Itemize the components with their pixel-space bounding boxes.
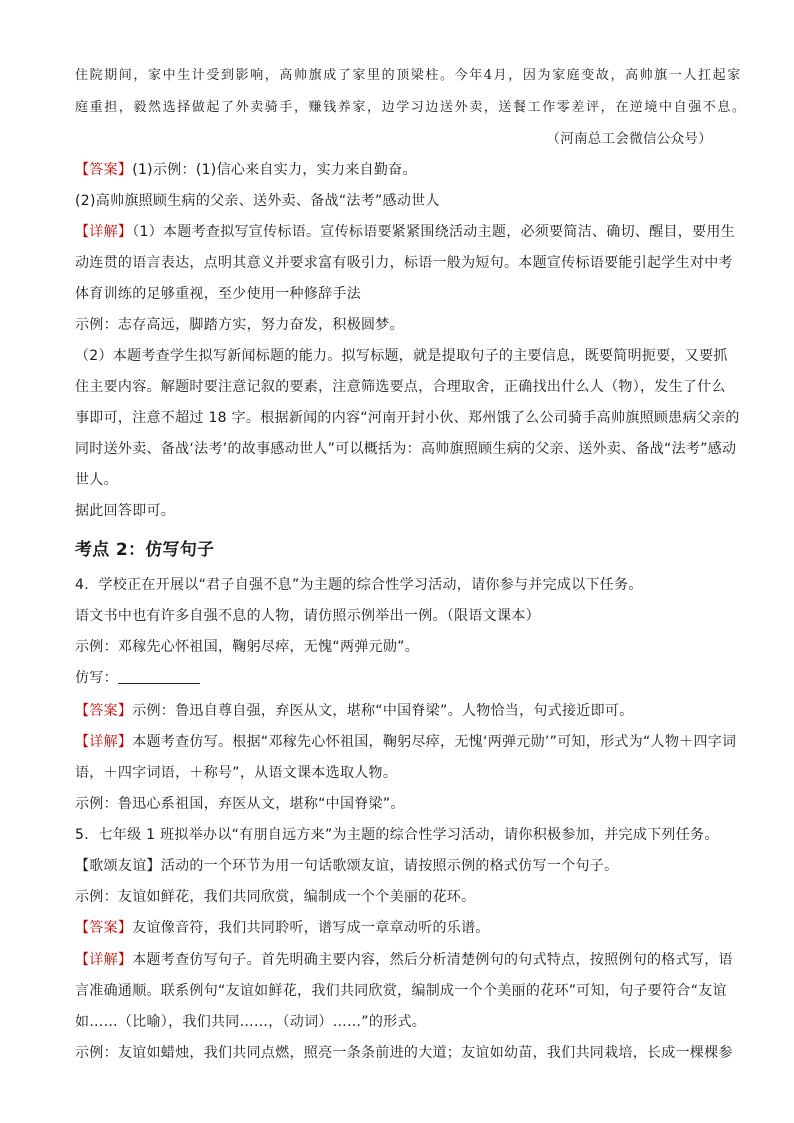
task-tag: 【歌颂友谊】 (75, 858, 161, 874)
example-line: 示例：友谊如鲜花，我们共同欣赏，编制成一个个美丽的花环。 (75, 889, 476, 905)
detail-tag: 【详解】 (75, 734, 133, 750)
imitate-label: 仿写： (75, 670, 118, 686)
answer-tag: 【答案】 (75, 920, 133, 936)
detail-line: 动连贯的语言表达，点明其意义并要求富有吸引力，标语一般为短句。本题宣传标语要能引起学生对中考 (75, 255, 733, 271)
detail-tag: 【详解】 (75, 224, 133, 240)
question-task: 语文书中也有许多自强不息的人物，请仿照示例举出一例。（限语文课本） (75, 608, 540, 624)
detail-line: 住主要内容。解题时要注意记叙的要素，注意筛选要点，合理取舍，正确找出什么人（物），发生了什么 (75, 379, 726, 395)
answer-tag: 【答案】 (75, 162, 133, 178)
example-line: 示例：友谊如蜡烛，我们共同点燃，照亮一条条前进的大道；友谊如幼苗，我们共同栽培，长成一棵棵参 (75, 1045, 733, 1061)
detail-line: 世人。 (75, 472, 118, 488)
detail-line: 体育训练的足够重视，至少使用一种修辞手法 (75, 286, 361, 302)
answer-text: (1)示例：(1)信心来自实力，实力来自勤奋。 (132, 162, 417, 178)
passage-line: 庭重担，毅然选择做起了外卖骑手，赚钱养家，边学习边送外卖，送餐工作零差评，在逆境中自强不息。 (75, 100, 747, 115)
passage-source: （河南总工会微信公众号） (546, 131, 712, 147)
detail-line (75, 732, 736, 752)
example-line: 示例：邓稼先心怀祖国，鞠躬尽瘁，无愧“两弹元勋”。 (75, 639, 420, 655)
detail-line (75, 222, 735, 242)
detail-line: （2）本题考查学生拟写新闻标题的能力。拟写标题，就是提取句子的主要信息，既要简明扼要，又要抓 (75, 348, 728, 364)
section-heading: 考点 2：仿写句子 (75, 540, 215, 560)
answer-tag: 【答案】 (75, 703, 133, 719)
answer-blank (118, 669, 200, 684)
detail-text: 本题考查仿写句子。首先明确主要内容，然后分析清楚例句的句式特点，按照例句的格式写，语 (132, 952, 733, 968)
detail-line (75, 950, 733, 970)
passage-line: 住院期间，家中生计受到影响，高帅旗成了家里的顶梁柱。今年4月，因为家庭变故，高帅旗一人扛起家 (75, 68, 742, 83)
detail-tag: 【详解】 (75, 952, 133, 968)
detail-line: 言准确通顺。联系例句“友谊如鲜花，我们共同欣赏，编制成一个个美丽的花环”可知，句子要符合“友谊 (75, 983, 727, 999)
detail-line: 如……（比喻），我们共同……，（动词）……”的形式。 (75, 1014, 427, 1030)
example-line: 示例：鲁迅心系祖国，弃医从文，堪称“中国脊梁”。 (75, 796, 405, 812)
answer-line (75, 701, 634, 721)
closing-line: 据此回答即可。 (75, 503, 176, 519)
question-stem: 4．学校正在开展以“君子自强不息”为主题的综合性学习活动，请你参与并完成以下任务。 (75, 577, 643, 593)
question-task (75, 856, 618, 876)
question-stem: 5．七年级 1 班拟举办以“有朋自远方来”为主题的综合性学习活动，请你积极参加，并完成下列任务。 (75, 827, 719, 843)
detail-line: 事即可，注意不超过 18 字。根据新闻的内容“河南开封小伙、郑州饿了么公司骑手高帅旗照顾患病父亲的 (75, 410, 740, 426)
answer-text: 友谊像音符，我们共同聆听，谱写成一章章动听的乐谱。 (132, 920, 490, 936)
detail-line: 语，＋四字词语，＋称号”，从语文课本选取人物。 (75, 765, 398, 781)
detail-text: 本题考查仿写。根据“邓稼先心怀祖国，鞠躬尽瘁，无愧‘两弹元勋’”可知，形式为“人物＋四字词 (132, 734, 737, 750)
task-text: 活动的一个环节为用一句话歌颂友谊，请按照示例的格式仿写一个句子。 (160, 858, 619, 874)
imitate-line (75, 668, 200, 688)
example-line: 示例：志存高远，脚踏方实，努力奋发，积极圆梦。 (75, 317, 404, 333)
answer-line (75, 160, 417, 180)
detail-line: 同时送外卖、备战‘法考’的故事感动世人”可以概括为：高帅旗照顾生病的父亲、送外卖、备战“法考”感动 (75, 441, 737, 457)
answer-line (75, 918, 490, 938)
answer-text: 示例：鲁迅自尊自强，弃医从文，堪称“中国脊梁”。人物恰当，句式接近即可。 (132, 703, 634, 719)
detail-text: （1）本题考查拟写宣传标语。宣传标语要紧紧围绕活动主题，必须要简洁、确切、醒目，要用生 (132, 224, 736, 240)
answer-line: (2)高帅旗照顾生病的父亲、送外卖、备战“法考”感动世人 (75, 193, 440, 209)
